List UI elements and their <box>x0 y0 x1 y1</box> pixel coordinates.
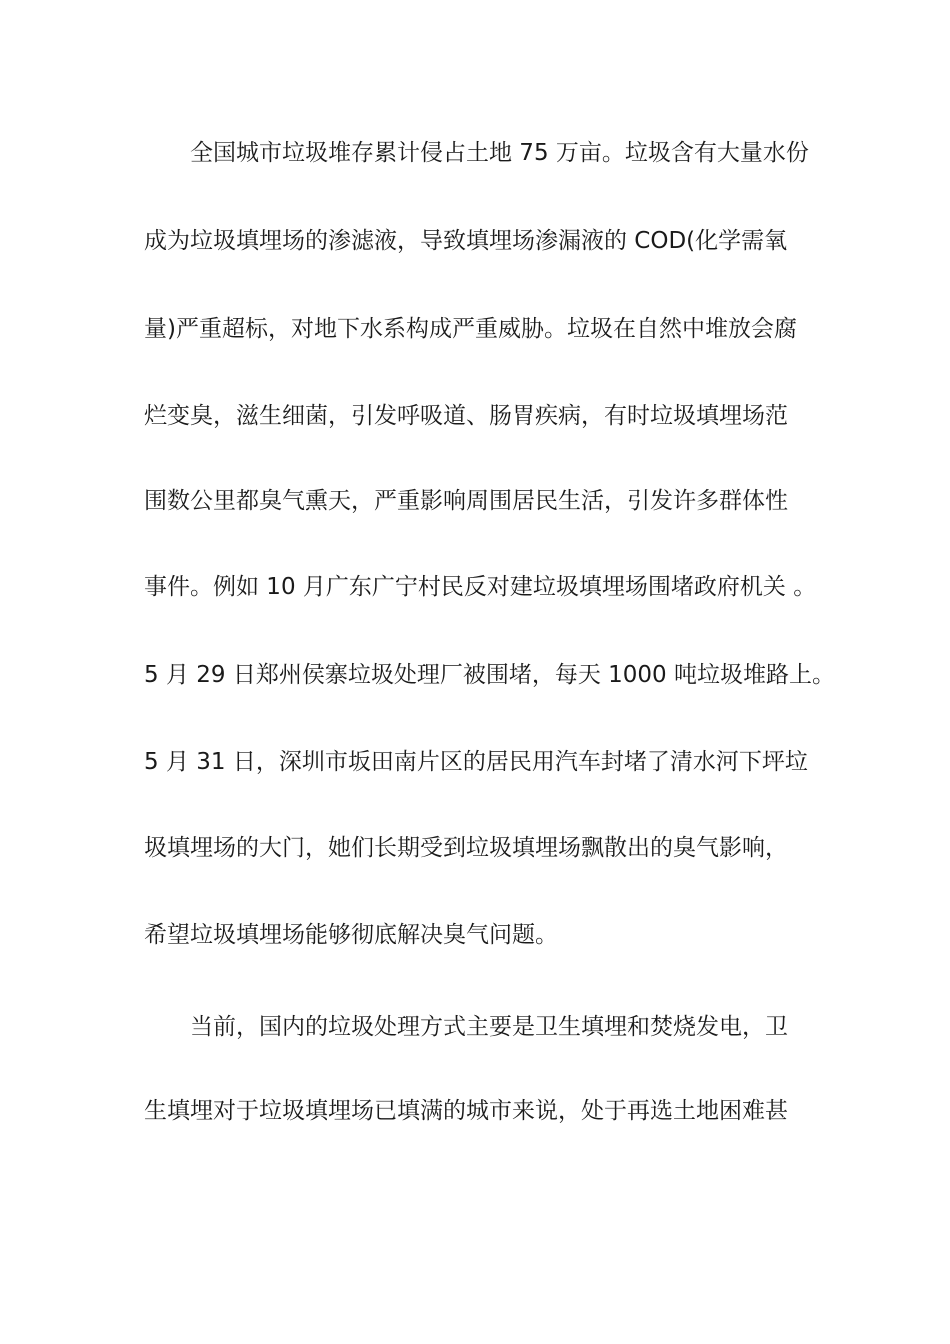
paragraph-1-line-2: 成为垃圾填埋场的渗滤液，导致填埋场渗漏液的 COD(化学需氧 <box>144 228 788 254</box>
paragraph-1-line-5: 围数公里都臭气熏天，严重影响周围居民生活，引发许多群体性 <box>144 488 788 514</box>
paragraph-1-line-7: 5 月 29 日郑州侯寨垃圾处理厂被围堵，每天 1000 吨垃圾堆路上。 <box>144 662 835 688</box>
paragraph-1-line-9: 圾填埋场的大门，她们长期受到垃圾填埋场飘散出的臭气影响， <box>144 835 788 861</box>
paragraph-1-line-3: 量)严重超标，对地下水系构成严重威胁。垃圾在自然中堆放会腐 <box>144 316 797 342</box>
paragraph-1-line-8: 5 月 31 日，深圳市坂田南片区的居民用汽车封堵了清水河下坪垃 <box>144 749 808 775</box>
paragraph-1-line-1: 全国城市垃圾堆存累计侵占土地 75 万亩。垃圾含有大量水份 <box>190 140 809 166</box>
paragraph-2-line-1: 当前，国内的垃圾处理方式主要是卫生填埋和焚烧发电，卫 <box>190 1014 788 1040</box>
paragraph-1-line-4: 烂变臭，滋生细菌，引发呼吸道、肠胃疾病，有时垃圾填埋场范 <box>144 403 788 429</box>
paragraph-1-line-10: 希望垃圾填埋场能够彻底解决臭气问题。 <box>144 922 558 948</box>
paragraph-1-line-6: 事件。例如 10 月广东广宁村民反对建垃圾填埋场围堵政府机关 。 <box>144 574 817 600</box>
paragraph-2-line-2: 生填埋对于垃圾填埋场已填满的城市来说，处于再选土地困难甚 <box>144 1098 788 1124</box>
